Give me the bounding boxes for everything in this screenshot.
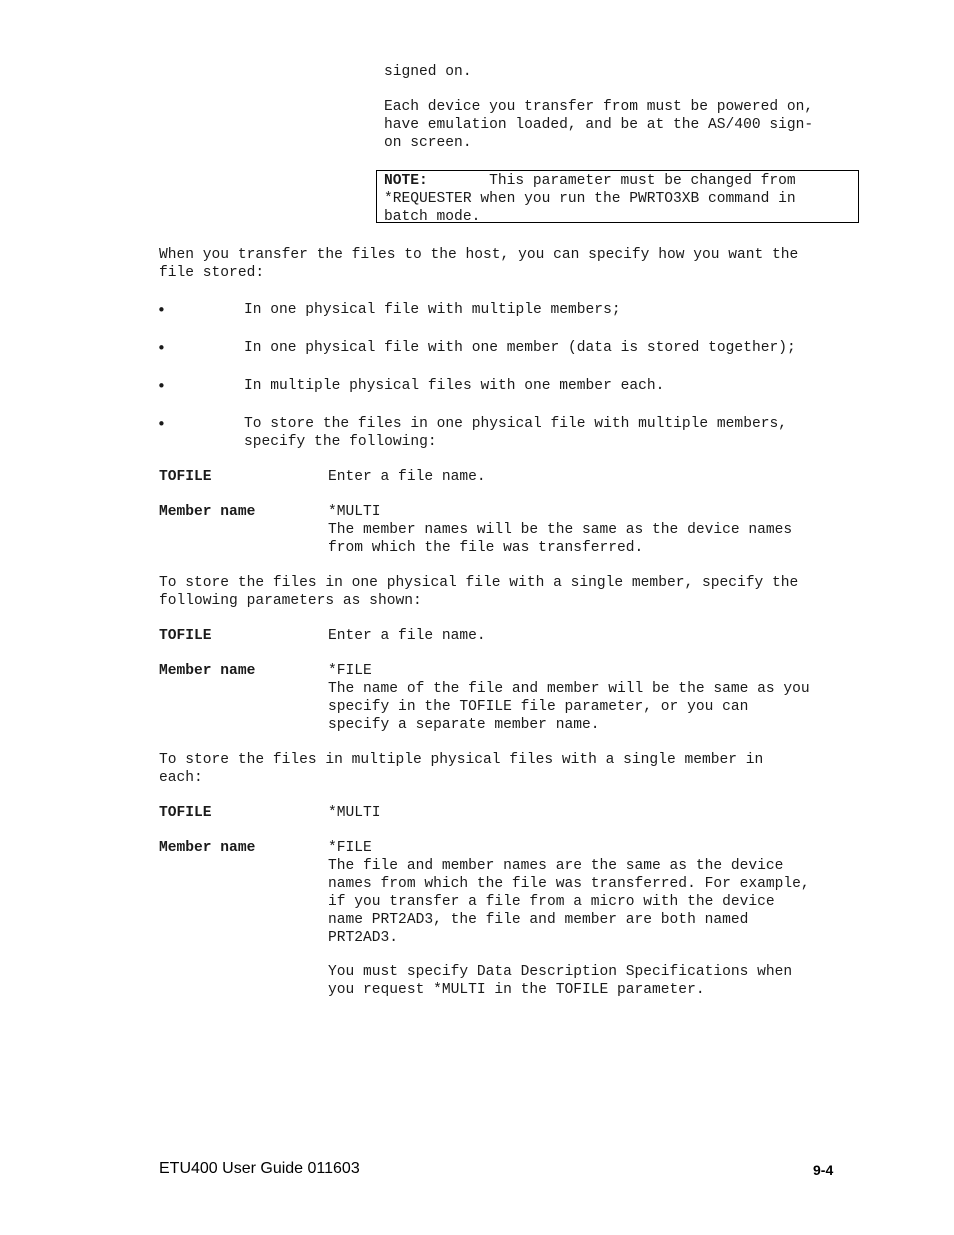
parameter-label-tofile: TOFILE — [159, 628, 212, 644]
parameter-label-member-name: Member name — [159, 663, 256, 679]
list-item: In one physical file with multiple members; — [244, 302, 621, 318]
parameter-value-member-name: *MULTI The member names will be the same as the device names from which the file was transferred. — [328, 504, 793, 556]
parameter-value-tofile: Enter a file name. — [328, 469, 486, 485]
footer-document-title: ETU400 User Guide 011603 — [159, 1160, 360, 1177]
bullet-marker: • — [157, 415, 166, 433]
parameter-label-tofile: TOFILE — [159, 805, 212, 821]
note-line-1-text: This parameter must be changed from — [427, 173, 796, 189]
bullet-marker: • — [157, 377, 166, 395]
signed-on-text: signed on. — [384, 64, 472, 80]
single-member-paragraph: To store the files in one physical file with a single member, specify the following parameters as shown: — [159, 575, 799, 609]
parameter-value-member-name: *FILE The file and member names are the same as the device names from which the file was transferred. For example, if you transfer a file from a micro with the device name PRT2AD3, the file and member are both named PRT2AD3. — [328, 840, 810, 946]
note-line-1 — [384, 172, 858, 190]
note-label: NOTE: — [384, 173, 428, 189]
parameter-label-member-name: Member name — [159, 504, 256, 520]
storage-intro-paragraph: When you transfer the files to the host, you can specify how you want the file stored: — [159, 247, 799, 281]
bullet-marker: • — [157, 301, 166, 319]
parameter-label-member-name: Member name — [159, 840, 256, 856]
note-line-3: batch mode. — [384, 209, 481, 225]
list-item: To store the files in one physical file with multiple members, specify the following: — [244, 416, 787, 450]
note-box — [376, 170, 859, 223]
parameter-label-tofile: TOFILE — [159, 469, 212, 485]
list-item: In one physical file with one member (data is stored together); — [244, 340, 796, 356]
parameter-value-tofile: *MULTI — [328, 805, 381, 821]
footer-page-number: 9-4 — [813, 1162, 834, 1178]
parameter-value-tofile: Enter a file name. — [328, 628, 486, 644]
multiple-files-paragraph: To store the files in multiple physical files with a single member in each: — [159, 752, 764, 786]
note-line-2: *REQUESTER when you run the PWRTO3XB command in — [384, 191, 796, 207]
dds-requirement-paragraph: You must specify Data Description Specifications when you request *MULTI in the TOFILE parameter. — [328, 964, 793, 998]
parameter-value-member-name: *FILE The name of the file and member will be the same as you specify in the TOFILE file parameter, or you can specify a separate member name. — [328, 663, 810, 733]
bullet-marker: • — [157, 339, 166, 357]
device-requirements-paragraph: Each device you transfer from must be powered on, have emulation loaded, and be at the AS/400 sign- on screen. — [384, 99, 814, 151]
list-item: In multiple physical files with one member each. — [244, 378, 665, 394]
